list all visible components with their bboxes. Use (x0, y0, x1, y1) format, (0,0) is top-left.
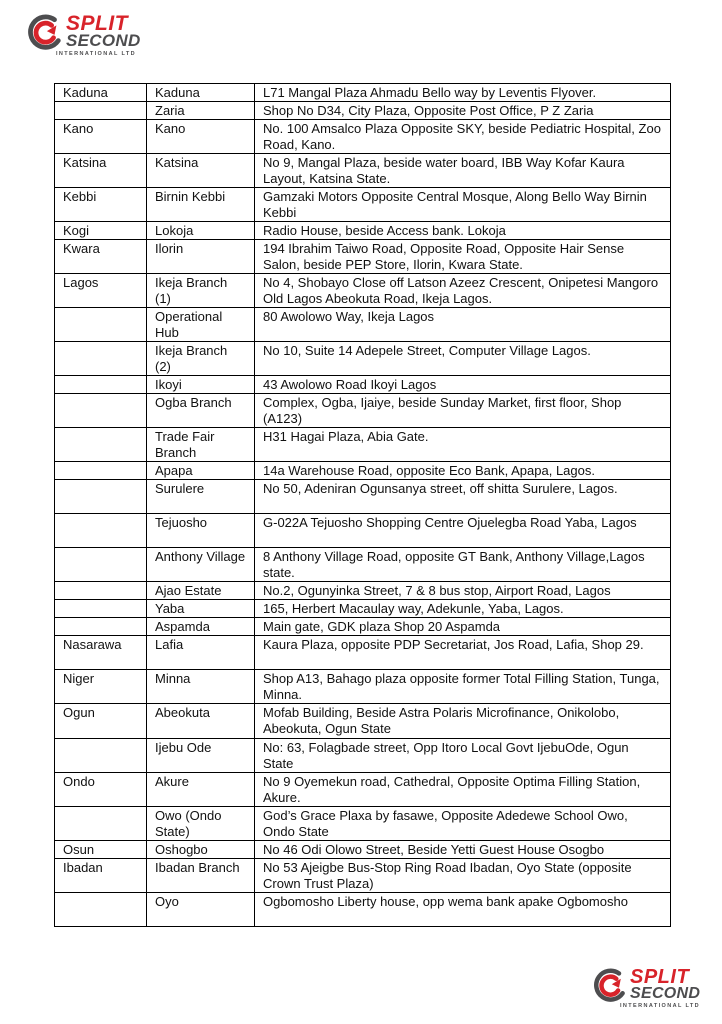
branch-cell: Anthony Village (147, 548, 255, 582)
company-logo (26, 14, 141, 57)
logo-text-split: SPLIT (630, 966, 690, 988)
state-cell (55, 462, 147, 480)
table-row (55, 636, 671, 670)
table-row (55, 548, 671, 582)
state-cell: Kebbi (55, 188, 147, 222)
logo-swoosh-icon (592, 968, 628, 1004)
address-cell: L71 Mangal Plaza Ahmadu Bello way by Leventis Flyover. (255, 84, 671, 102)
branch-address-table (54, 83, 671, 927)
table-row (55, 120, 671, 154)
branch-cell: Trade Fair Branch (147, 428, 255, 462)
table-row (55, 84, 671, 102)
state-cell: Kano (55, 120, 147, 154)
address-cell: 80 Awolowo Way, Ikeja Lagos (255, 308, 671, 342)
state-cell (55, 342, 147, 376)
branch-cell: Abeokuta (147, 704, 255, 739)
table-row (55, 376, 671, 394)
address-cell: Ogbomosho Liberty house, opp wema bank apake Ogbomosho (255, 893, 671, 927)
branch-cell: Ibadan Branch (147, 859, 255, 893)
state-cell (55, 548, 147, 582)
table-row (55, 308, 671, 342)
address-cell: Shop A13, Bahago plaza opposite former Total Filling Station, Tunga, Minna. (255, 670, 671, 704)
branch-cell: Birnin Kebbi (147, 188, 255, 222)
address-cell: 8 Anthony Village Road, opposite GT Bank, Anthony Village,Lagos state. (255, 548, 671, 582)
logo-text-split: SPLIT (66, 12, 129, 35)
table-row (55, 154, 671, 188)
address-cell: Mofab Building, Beside Astra Polaris Microfinance, Onikolobo, Abeokuta, Ogun State (255, 704, 671, 739)
table-row (55, 480, 671, 514)
branch-cell: Ikeja Branch (1) (147, 274, 255, 308)
state-cell: Nasarawa (55, 636, 147, 670)
branch-cell: Ajao Estate (147, 582, 255, 600)
state-cell (55, 376, 147, 394)
address-cell: G-022A Tejuosho Shopping Centre Ojuelegba Road Yaba, Lagos (255, 514, 671, 548)
state-cell (55, 893, 147, 927)
table-row (55, 773, 671, 807)
address-cell: 14a Warehouse Road, opposite Eco Bank, Apapa, Lagos. (255, 462, 671, 480)
state-cell (55, 428, 147, 462)
branch-cell: Aspamda (147, 618, 255, 636)
address-cell: 43 Awolowo Road Ikoyi Lagos (255, 376, 671, 394)
state-cell: Ondo (55, 773, 147, 807)
address-cell: No 10, Suite 14 Adepele Street, Computer Village Lagos. (255, 342, 671, 376)
branch-cell: Ikeja Branch (2) (147, 342, 255, 376)
table-row (55, 274, 671, 308)
address-cell: No 46 Odi Olowo Street, Beside Yetti Guest House Osogbo (255, 841, 671, 859)
table-row (55, 188, 671, 222)
branch-cell: Surulere (147, 480, 255, 514)
table-row (55, 670, 671, 704)
address-cell: 194 Ibrahim Taiwo Road, Opposite Road, Opposite Hair Sense Salon, beside PEP Store, Ilorin, Kwara State. (255, 240, 671, 274)
address-cell: Complex, Ogba, Ijaiye, beside Sunday Market, first floor, Shop (A123) (255, 394, 671, 428)
state-cell (55, 739, 147, 773)
table-row (55, 240, 671, 274)
table-row (55, 893, 671, 927)
state-cell: Osun (55, 841, 147, 859)
address-cell: No 9, Mangal Plaza, beside water board, IBB Way Kofar Kaura Layout, Katsina State. (255, 154, 671, 188)
address-cell: No 4, Shobayo Close off Latson Azeez Crescent, Onipetesi Mangoro Old Lagos Abeokuta Road, Ikeja Lagos. (255, 274, 671, 308)
branch-cell: Minna (147, 670, 255, 704)
branch-cell: Tejuosho (147, 514, 255, 548)
branch-cell: Lafia (147, 636, 255, 670)
branch-cell: Ilorin (147, 240, 255, 274)
address-cell: Kaura Plaza, opposite PDP Secretariat, Jos Road, Lafia, Shop 29. (255, 636, 671, 670)
branch-cell: Oshogbo (147, 841, 255, 859)
branch-cell: Apapa (147, 462, 255, 480)
table-row (55, 600, 671, 618)
address-cell: No 53 Ajeigbe Bus-Stop Ring Road Ibadan, Oyo State (opposite Crown Trust Plaza) (255, 859, 671, 893)
state-cell (55, 480, 147, 514)
table-row (55, 222, 671, 240)
table-row (55, 582, 671, 600)
state-cell: Ogun (55, 704, 147, 739)
state-cell: Ibadan (55, 859, 147, 893)
address-cell: Radio House, beside Access bank. Lokoja (255, 222, 671, 240)
branch-cell: Ikoyi (147, 376, 255, 394)
branch-cell: Kano (147, 120, 255, 154)
branch-cell: Ijebu Ode (147, 739, 255, 773)
table-row (55, 102, 671, 120)
state-cell (55, 600, 147, 618)
table-row (55, 342, 671, 376)
logo-text-second: SECOND (66, 31, 141, 50)
address-cell: No 50, Adeniran Ogunsanya street, off shitta Surulere, Lagos. (255, 480, 671, 514)
address-cell: Gamzaki Motors Opposite Central Mosque, Along Bello Way Birnin Kebbi (255, 188, 671, 222)
table-row (55, 807, 671, 841)
branch-cell: Ogba Branch (147, 394, 255, 428)
address-cell: No.2, Ogunyinka Street, 7 & 8 bus stop, Airport Road, Lagos (255, 582, 671, 600)
address-cell: 165, Herbert Macaulay way, Adekunle, Yaba, Lagos. (255, 600, 671, 618)
branch-cell: Zaria (147, 102, 255, 120)
branch-cell: Oyo (147, 893, 255, 927)
state-cell: Kogi (55, 222, 147, 240)
table-row (55, 704, 671, 739)
state-cell: Katsina (55, 154, 147, 188)
address-cell: No. 100 Amsalco Plaza Opposite SKY, beside Pediatric Hospital, Zoo Road, Kano. (255, 120, 671, 154)
address-cell: God’s Grace Plaxa by fasawe, Opposite Adedewe School Owo, Ondo State (255, 807, 671, 841)
table-row (55, 618, 671, 636)
state-cell: Kaduna (55, 84, 147, 102)
table-row (55, 462, 671, 480)
branch-cell: Lokoja (147, 222, 255, 240)
address-cell: Shop No D34, City Plaza, Opposite Post Office, P Z Zaria (255, 102, 671, 120)
table-row (55, 841, 671, 859)
logo-text-international: INTERNATIONAL LTD (620, 1003, 701, 1009)
state-cell: Lagos (55, 274, 147, 308)
logo-text-international: INTERNATIONAL LTD (56, 51, 137, 57)
branch-cell: Katsina (147, 154, 255, 188)
table-row (55, 514, 671, 548)
logo-swoosh-icon (26, 14, 64, 52)
state-cell (55, 394, 147, 428)
address-cell: Main gate, GDK plaza Shop 20 Aspamda (255, 618, 671, 636)
state-cell (55, 807, 147, 841)
state-cell (55, 102, 147, 120)
state-cell (55, 514, 147, 548)
state-cell: Niger (55, 670, 147, 704)
state-cell (55, 582, 147, 600)
state-cell: Kwara (55, 240, 147, 274)
table-row (55, 739, 671, 773)
branch-cell: Yaba (147, 600, 255, 618)
address-cell: H31 Hagai Plaza, Abia Gate. (255, 428, 671, 462)
address-cell: No 9 Oyemekun road, Cathedral, Opposite Optima Filling Station, Akure. (255, 773, 671, 807)
logo-text-second: SECOND (630, 985, 701, 1002)
branch-cell: Akure (147, 773, 255, 807)
table-row (55, 394, 671, 428)
table-row (55, 428, 671, 462)
branch-cell: Kaduna (147, 84, 255, 102)
address-cell: No: 63, Folagbade street, Opp Itoro Local Govt IjebuOde, Ogun State (255, 739, 671, 773)
branch-cell: Operational Hub (147, 308, 255, 342)
branch-cell: Owo (Ondo State) (147, 807, 255, 841)
table-row (55, 859, 671, 893)
company-logo-footer (592, 968, 700, 1009)
state-cell (55, 308, 147, 342)
state-cell (55, 618, 147, 636)
